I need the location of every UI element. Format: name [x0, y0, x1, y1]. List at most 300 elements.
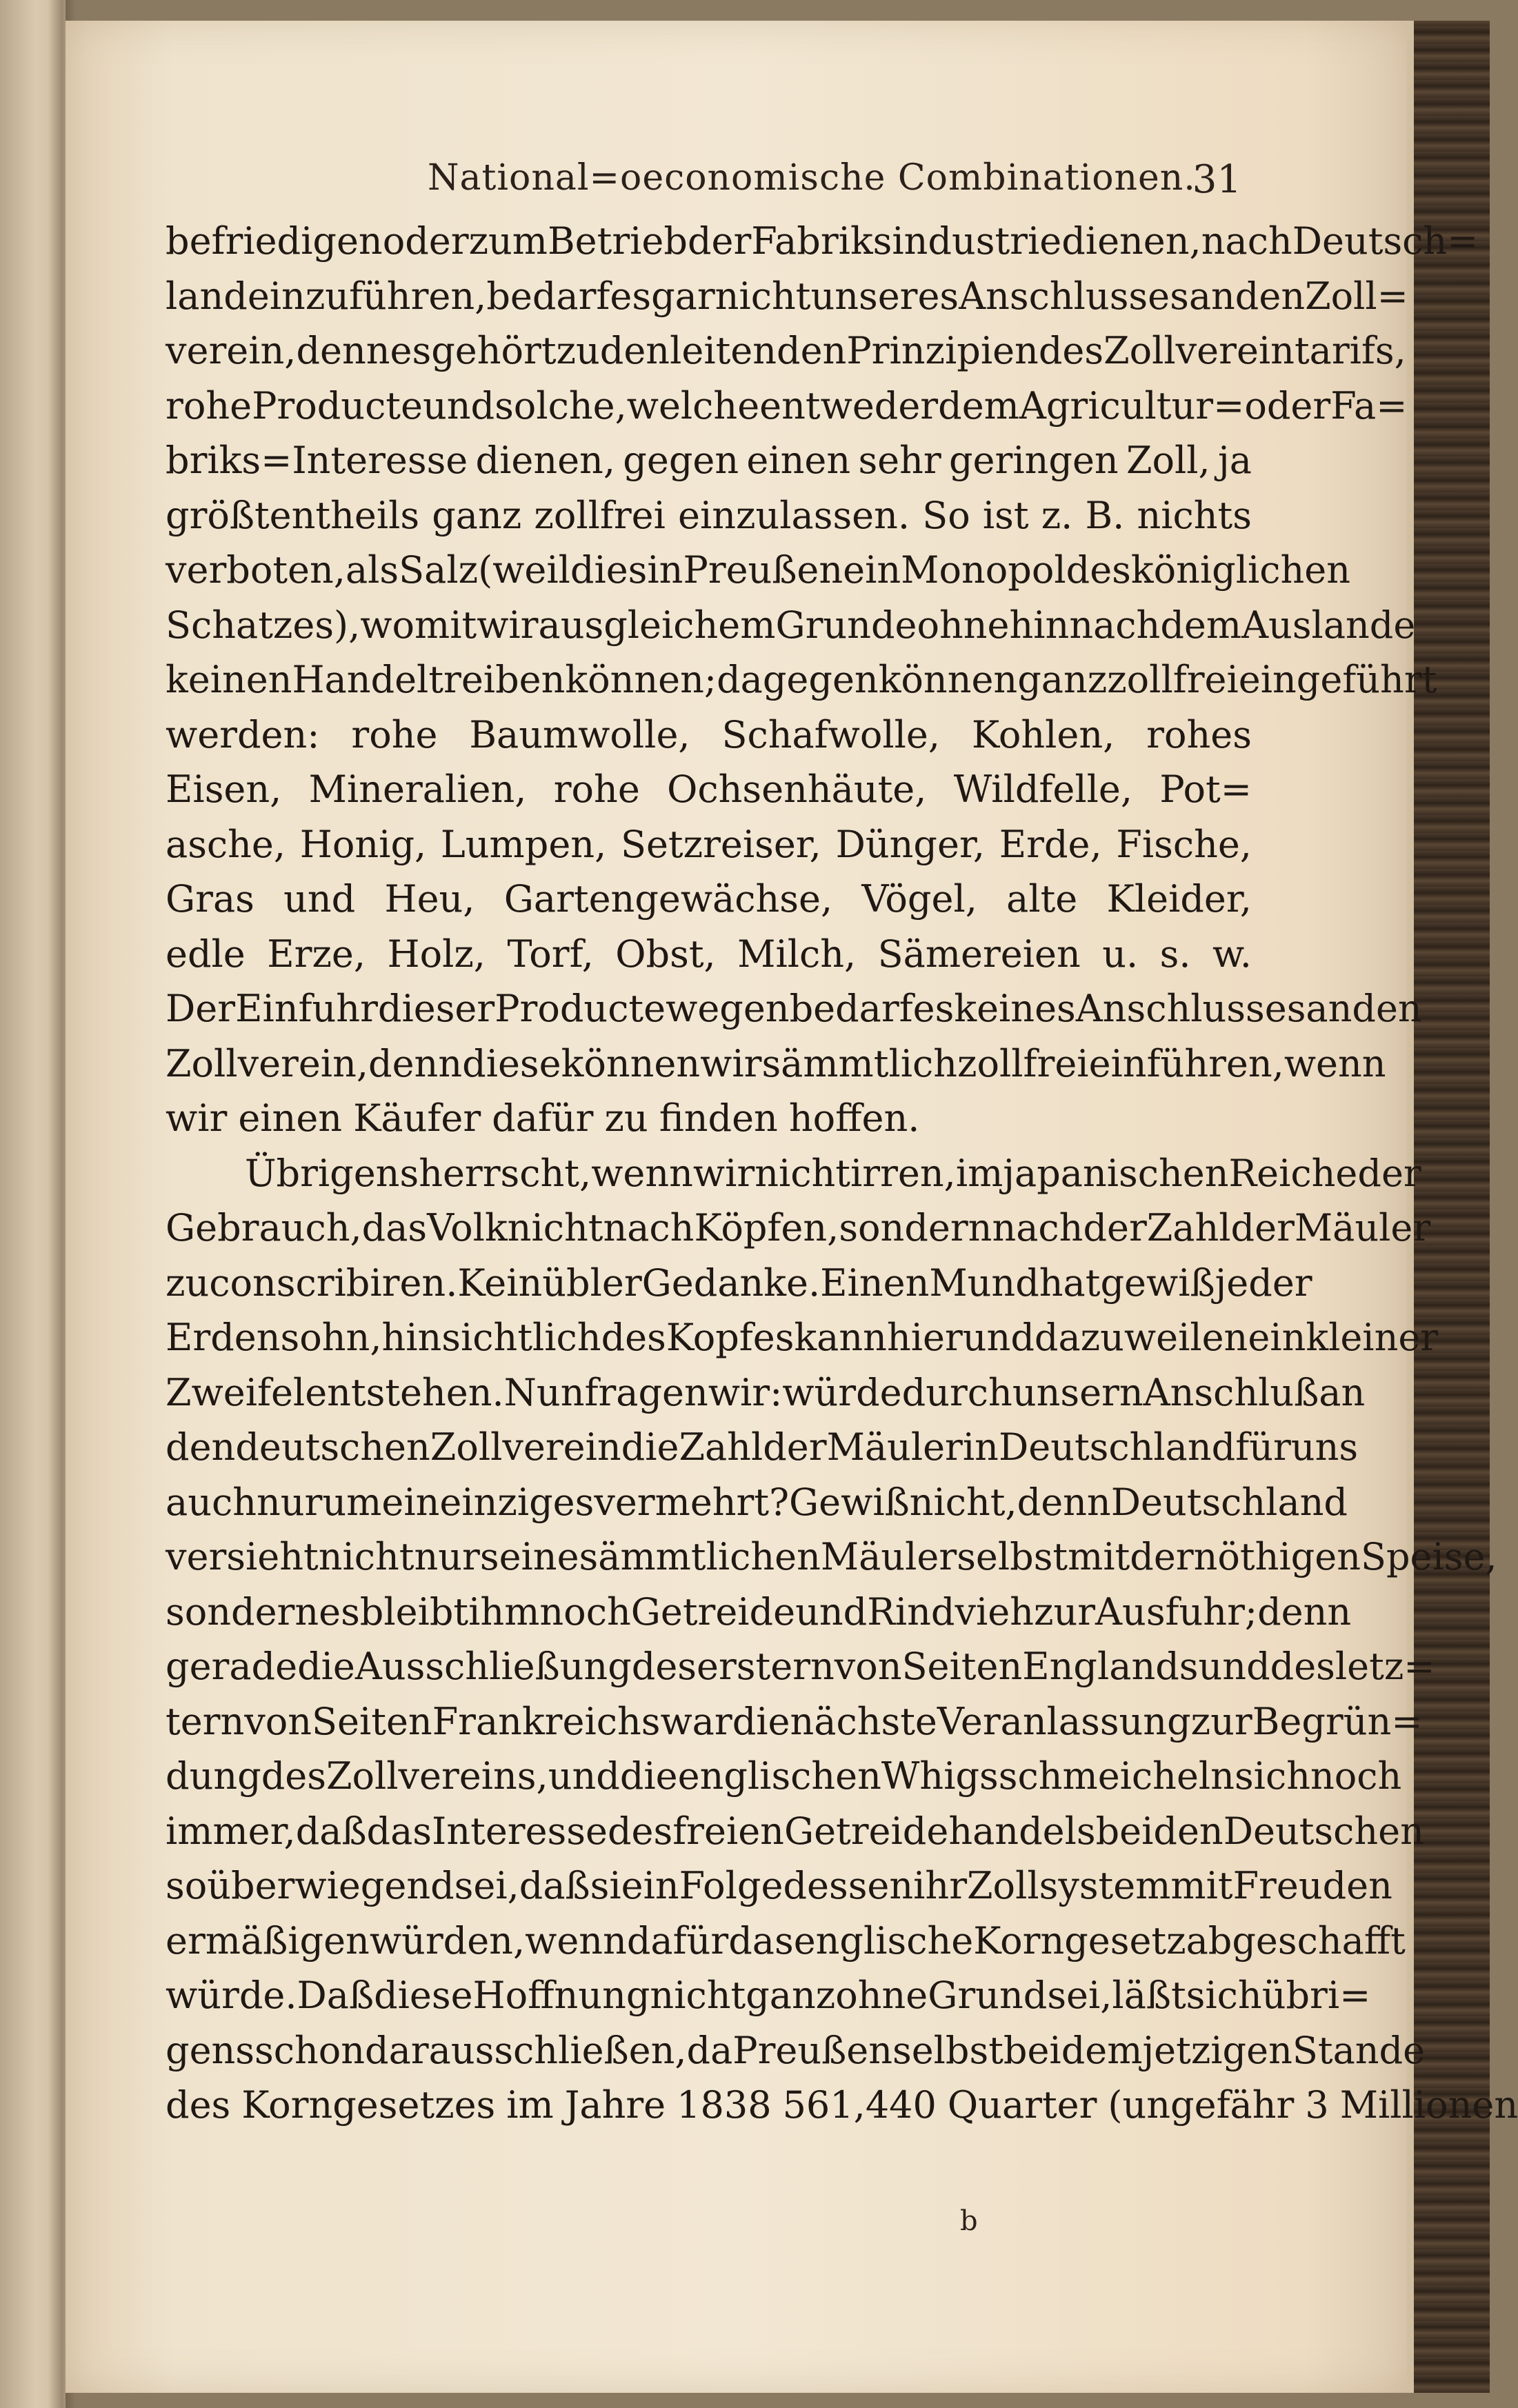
- word: größtentheils: [166, 493, 420, 537]
- word: Hoffnung: [472, 1974, 650, 2017]
- word: und: [283, 877, 356, 921]
- word: nicht: [318, 1535, 415, 1578]
- word: Monopol: [901, 548, 1066, 592]
- word: Torf,: [507, 932, 594, 976]
- word: B.: [1085, 493, 1125, 537]
- word: ihm: [468, 1589, 540, 1634]
- word: daß: [295, 1809, 367, 1853]
- word: die: [297, 1645, 355, 1688]
- word: z.: [1041, 493, 1073, 537]
- word: einen: [746, 439, 851, 482]
- word: daraus: [365, 2028, 495, 2072]
- word: werden:: [166, 712, 320, 756]
- word: mit: [1068, 1535, 1130, 1578]
- word: treiben: [428, 658, 566, 701]
- word: wir:: [708, 1370, 783, 1414]
- word: nach: [1201, 219, 1292, 263]
- text-line: [166, 1749, 1402, 1804]
- word: den: [1235, 274, 1306, 318]
- word: Zweifel: [166, 1370, 306, 1414]
- word: schließen,: [494, 2028, 687, 2072]
- word: des: [1038, 329, 1104, 372]
- word: mit: [1170, 1864, 1233, 1907]
- word: Anschluß: [1143, 1370, 1319, 1414]
- word: zuweilen: [1080, 1316, 1248, 1359]
- word: zollfrei: [534, 493, 666, 537]
- word: Zoll=: [1305, 274, 1408, 318]
- word: gerade: [166, 1645, 298, 1688]
- word: dem: [1160, 603, 1242, 647]
- word: dies: [570, 548, 648, 592]
- word: das: [728, 1918, 794, 1963]
- word: s.: [1159, 932, 1191, 976]
- word: den: [1352, 987, 1422, 1030]
- word: Fa=: [1330, 383, 1408, 428]
- text-line: [166, 543, 1351, 598]
- word: nicht: [755, 1151, 850, 1195]
- word: conscribiren.: [209, 1261, 458, 1305]
- word: sehr: [858, 439, 941, 482]
- word: Mund: [929, 1261, 1039, 1305]
- word: Deutsch=: [1292, 219, 1479, 263]
- word: Gebrauch,: [166, 1206, 362, 1250]
- word: von: [244, 1699, 312, 1743]
- word: diese: [374, 1974, 473, 2017]
- word: Getreidehandels: [783, 1809, 1096, 1853]
- word: einzuführen,: [247, 274, 487, 318]
- word: Baumwolle,: [469, 712, 690, 756]
- word: irren,: [850, 1151, 956, 1195]
- word: können: [561, 1041, 701, 1085]
- word: und: [962, 1316, 1035, 1359]
- word: asche,: [166, 822, 286, 866]
- word: jeder: [1215, 1261, 1312, 1305]
- word: Erdensohn,: [166, 1316, 382, 1359]
- word: Begrün=: [1252, 1699, 1423, 1743]
- word: befriedigen: [166, 219, 383, 263]
- word: Gedanke.: [641, 1261, 821, 1305]
- word: so: [166, 1864, 208, 1907]
- word: selbst: [892, 2028, 1003, 2072]
- word: Lumpen,: [440, 822, 607, 866]
- word: Pot=: [1159, 767, 1252, 811]
- text-line: [166, 1475, 1348, 1530]
- word: der: [763, 1425, 827, 1469]
- word: entweder: [759, 383, 939, 428]
- word: Grunde: [775, 603, 917, 647]
- text-line: [166, 762, 1252, 817]
- word: noch: [1310, 1754, 1402, 1798]
- word: Wildfelle,: [953, 767, 1133, 811]
- word: wegen: [666, 987, 790, 1030]
- word: Erze,: [267, 932, 366, 976]
- page-header: [166, 157, 1241, 212]
- word: Mäuler: [826, 1425, 963, 1469]
- text-line: [166, 1914, 1406, 1969]
- word: Zollverein: [430, 1425, 621, 1469]
- word: uns: [1290, 1425, 1359, 1469]
- word: dienen,: [1061, 219, 1201, 263]
- word: (ungefähr: [1108, 2083, 1295, 2127]
- page-number: 31: [1192, 157, 1241, 202]
- word: Producte: [252, 383, 423, 428]
- word: Zollsystem: [967, 1864, 1171, 1907]
- word: nach: [603, 1206, 695, 1250]
- word: auch: [166, 1480, 257, 1524]
- text-line: [166, 1585, 1352, 1640]
- word: Zoll,: [1126, 439, 1210, 482]
- word: Stande: [1292, 2028, 1426, 2072]
- word: rohe: [166, 383, 252, 428]
- word: nur: [257, 1480, 323, 1524]
- word: Kopfes: [666, 1316, 795, 1359]
- word: und: [422, 383, 495, 428]
- text-line: [166, 652, 1437, 708]
- word: für: [1235, 1425, 1291, 1469]
- word: Mäuler: [1294, 1206, 1431, 1250]
- word: oder: [1244, 383, 1331, 428]
- word: nichts: [1137, 493, 1252, 537]
- word: durch: [901, 1370, 1012, 1414]
- text-line: [166, 1858, 1392, 1914]
- word: Ochsenhäute,: [667, 767, 927, 811]
- text-line: [166, 214, 1479, 269]
- word: ein: [843, 548, 901, 592]
- word: sei,: [454, 1864, 519, 1907]
- word: verein,: [166, 329, 297, 372]
- word: Korngesetz: [973, 1918, 1186, 1963]
- word: den: [166, 1425, 236, 1469]
- word: Schatzes),: [166, 603, 361, 647]
- text-line: [166, 981, 1422, 1036]
- text-line: [166, 1420, 1359, 1475]
- word: Veranlassung: [937, 1699, 1191, 1743]
- word: vermehrt?: [594, 1480, 790, 1524]
- word: Englands: [1022, 1645, 1199, 1688]
- word: Preußen: [732, 2028, 892, 2072]
- word: ganz: [1017, 658, 1108, 701]
- word: die: [732, 1699, 790, 1743]
- word: gehört: [431, 329, 557, 372]
- word: wir: [477, 603, 539, 647]
- word: Daß: [297, 1974, 374, 2017]
- word: leitenden: [670, 329, 847, 372]
- word: Freuden: [1232, 1864, 1392, 1907]
- word: der: [1083, 1206, 1147, 1250]
- word: Reiche: [1228, 1151, 1358, 1195]
- word: in: [647, 548, 683, 592]
- text-line: [166, 1804, 1424, 1859]
- word: Dünger,: [835, 822, 985, 866]
- word: zur: [1034, 1589, 1096, 1634]
- word: Käufer: [353, 1096, 481, 1140]
- word: Preußen: [683, 548, 843, 592]
- word: bedarf: [789, 987, 913, 1030]
- word: denn: [296, 329, 390, 372]
- word: So: [922, 493, 970, 537]
- word: dagegen: [717, 658, 879, 701]
- word: denn: [1017, 1480, 1111, 1524]
- word: Kein: [457, 1261, 543, 1305]
- word: Kleider,: [1106, 877, 1252, 921]
- word: keines: [954, 987, 1076, 1030]
- word: schon: [254, 2028, 366, 2072]
- word: nicht: [650, 1974, 746, 2017]
- word: sich: [1234, 1754, 1310, 1798]
- word: gewiß: [1100, 1261, 1215, 1305]
- word: der: [1130, 1535, 1194, 1578]
- word: sämmtlichen: [579, 1535, 821, 1578]
- word: zu: [166, 1261, 210, 1305]
- word: w.: [1212, 932, 1252, 976]
- word: würde: [782, 1370, 902, 1414]
- word: Honig,: [299, 822, 427, 866]
- word: Gartengewächse,: [503, 877, 833, 921]
- word: immer,: [166, 1809, 296, 1853]
- word: gens: [166, 2028, 255, 2072]
- word: Prinzipien: [846, 329, 1039, 372]
- word: Zollvereins,: [326, 1754, 548, 1798]
- word: würden,: [369, 1918, 526, 1963]
- word: Sämereien: [877, 932, 1081, 976]
- word: womit: [360, 603, 477, 647]
- word: das: [366, 1809, 432, 1853]
- word: können;: [565, 658, 717, 701]
- word: schmeicheln: [998, 1754, 1235, 1798]
- word: zollfrei: [1107, 658, 1239, 701]
- text-line: [166, 323, 1406, 379]
- word: des: [166, 2083, 231, 2127]
- word: kann: [794, 1316, 887, 1359]
- word: des: [607, 1809, 673, 1853]
- word: es: [390, 329, 432, 372]
- word: Volk: [427, 1206, 508, 1250]
- text-line: [166, 872, 1252, 927]
- word: Mäuler: [820, 1535, 957, 1578]
- word: abgeschafft: [1186, 1918, 1406, 1963]
- word: gleichem: [603, 603, 776, 647]
- word: nur: [414, 1535, 480, 1578]
- word: Zollverein,: [166, 1041, 369, 1085]
- word: keinen: [166, 658, 292, 701]
- word: einziges: [439, 1480, 595, 1524]
- word: und: [795, 1589, 868, 1634]
- word: geringen: [948, 439, 1119, 482]
- text-line: [166, 1146, 1421, 1201]
- word: hinsichtlich: [381, 1316, 601, 1359]
- word: den: [599, 329, 670, 372]
- word: Interesse: [432, 1809, 608, 1853]
- word: Nun: [503, 1370, 585, 1414]
- word: einzulassen.: [678, 493, 910, 537]
- word: tern: [166, 1699, 245, 1743]
- word: Deutschland: [998, 1425, 1236, 1469]
- word: sie: [590, 1864, 643, 1907]
- word: übler: [542, 1261, 642, 1305]
- word: Zollvereintarifs,: [1103, 329, 1406, 372]
- word: übri=: [1261, 1974, 1371, 2017]
- word: Übrigens: [245, 1151, 419, 1195]
- word: Kohlen,: [971, 712, 1115, 756]
- running-head: National=oeconomische Combinationen.: [428, 157, 1196, 199]
- text-line: [166, 598, 1416, 653]
- text-line: [166, 1365, 1366, 1421]
- word: als: [345, 548, 399, 592]
- word: Millionen: [1339, 2083, 1518, 2127]
- word: seine: [479, 1535, 579, 1578]
- word: den: [1153, 1809, 1224, 1853]
- word: entstehen.: [305, 1370, 504, 1414]
- text-line: [166, 1968, 1371, 2023]
- word: fragen: [584, 1370, 708, 1414]
- text-line: [166, 269, 1408, 324]
- word: die: [619, 1754, 678, 1798]
- word: daß: [519, 1864, 590, 1907]
- word: dafür: [626, 1918, 729, 1963]
- word: freien: [672, 1809, 784, 1853]
- word: Seiten: [901, 1645, 1023, 1688]
- word: denn: [1257, 1589, 1352, 1634]
- word: sämmtlich: [761, 1041, 958, 1085]
- text-line: [166, 488, 1252, 543]
- word: letz=: [1335, 1645, 1435, 1688]
- word: hier: [886, 1316, 963, 1359]
- word: ist: [982, 493, 1029, 537]
- word: nicht,: [909, 1480, 1017, 1524]
- word: in: [643, 1864, 679, 1907]
- word: dafür: [492, 1096, 594, 1140]
- word: des: [1066, 548, 1131, 592]
- word: Gewiß: [789, 1480, 910, 1524]
- word: Whigs: [881, 1754, 999, 1798]
- text-line: [166, 1036, 1386, 1092]
- word: ihr: [913, 1864, 968, 1907]
- word: 3: [1305, 2083, 1329, 2127]
- word: dessen: [783, 1864, 914, 1907]
- word: gegen: [623, 439, 739, 482]
- word: dem: [1061, 2028, 1143, 2072]
- word: ohne: [835, 1974, 928, 2017]
- text-line: [166, 1639, 1435, 1694]
- word: dienen,: [475, 439, 616, 482]
- word: Milch,: [737, 932, 857, 976]
- word: Einfuhr: [235, 987, 378, 1030]
- word: u.: [1102, 932, 1139, 976]
- word: selbst: [957, 1535, 1068, 1578]
- word: bei: [1003, 2028, 1061, 2072]
- word: Obst,: [615, 932, 716, 976]
- word: in: [962, 1425, 999, 1469]
- word: des: [261, 1754, 326, 1798]
- word: hat: [1039, 1261, 1101, 1305]
- word: zu: [556, 329, 600, 372]
- word: deutschen: [235, 1425, 430, 1469]
- word: im: [506, 2083, 554, 2127]
- text-line: [166, 927, 1252, 982]
- word: Anschlusses: [1075, 987, 1306, 1030]
- word: des: [631, 1645, 697, 1688]
- word: wir: [700, 1041, 762, 1085]
- word: wir: [692, 1151, 755, 1195]
- text-line: [166, 2023, 1426, 2078]
- text-line: [166, 1694, 1423, 1749]
- word: der: [1357, 1151, 1421, 1195]
- text-line: [166, 708, 1252, 763]
- word: Speise,: [1360, 1535, 1497, 1578]
- word: des: [601, 1316, 666, 1359]
- word: zur: [1190, 1699, 1252, 1743]
- word: das: [361, 1206, 428, 1250]
- word: unseres: [810, 274, 959, 318]
- word: japanischen: [1003, 1151, 1229, 1195]
- word: ganz: [746, 1974, 836, 2017]
- word: alte: [1006, 877, 1078, 921]
- word: edle: [166, 932, 246, 976]
- word: gar: [651, 274, 715, 318]
- word: Heu,: [384, 877, 475, 921]
- word: Köpfen,: [694, 1206, 839, 1250]
- text-line: [166, 379, 1408, 434]
- word: 1838: [677, 2083, 772, 2127]
- word: englischen: [677, 1754, 881, 1798]
- word: briks=Interesse: [166, 439, 468, 482]
- word: Setzreiser,: [620, 822, 821, 866]
- word: Vögel,: [861, 877, 977, 921]
- word: läßt: [1112, 1974, 1186, 2017]
- word: nächste: [790, 1699, 937, 1743]
- word: Ausschließung: [354, 1645, 632, 1688]
- word: Zahl: [679, 1425, 763, 1469]
- word: Schafwolle,: [721, 712, 941, 756]
- word: ein: [1248, 1316, 1306, 1359]
- word: und: [1198, 1645, 1270, 1688]
- word: an: [1319, 1370, 1366, 1414]
- text-line: [166, 433, 1252, 488]
- text-line: [166, 817, 1252, 872]
- word: Eisen,: [166, 767, 282, 811]
- word: diese: [462, 1041, 561, 1085]
- word: zum: [468, 219, 548, 263]
- word: dieser: [377, 987, 495, 1030]
- word: Agricultur=: [1019, 383, 1245, 428]
- word: (weil: [478, 548, 570, 592]
- word: überwiegend: [207, 1864, 455, 1907]
- word: um: [322, 1480, 382, 1524]
- word: würde.: [166, 1974, 297, 2017]
- word: war: [660, 1699, 732, 1743]
- word: ja: [1218, 439, 1252, 482]
- word: von: [834, 1645, 902, 1688]
- text-line: [166, 1256, 1312, 1311]
- word: einen: [238, 1096, 343, 1140]
- word: ein: [381, 1480, 440, 1524]
- word: nach: [1069, 603, 1161, 647]
- word: Auslande: [1241, 603, 1416, 647]
- word: oder: [382, 219, 469, 263]
- word: an: [1306, 987, 1352, 1030]
- word: englische: [793, 1918, 974, 1963]
- word: dung: [166, 1754, 261, 1798]
- word: nöthigen: [1193, 1535, 1361, 1578]
- word: der: [1230, 1206, 1295, 1250]
- word: Fabriksindustrie: [751, 219, 1062, 263]
- word: Der: [166, 987, 236, 1030]
- word: verboten,: [166, 548, 346, 592]
- word: Mineralien,: [308, 767, 527, 811]
- word: bedarf: [486, 274, 610, 318]
- word: wir: [166, 1096, 228, 1140]
- word: Folge: [679, 1864, 783, 1907]
